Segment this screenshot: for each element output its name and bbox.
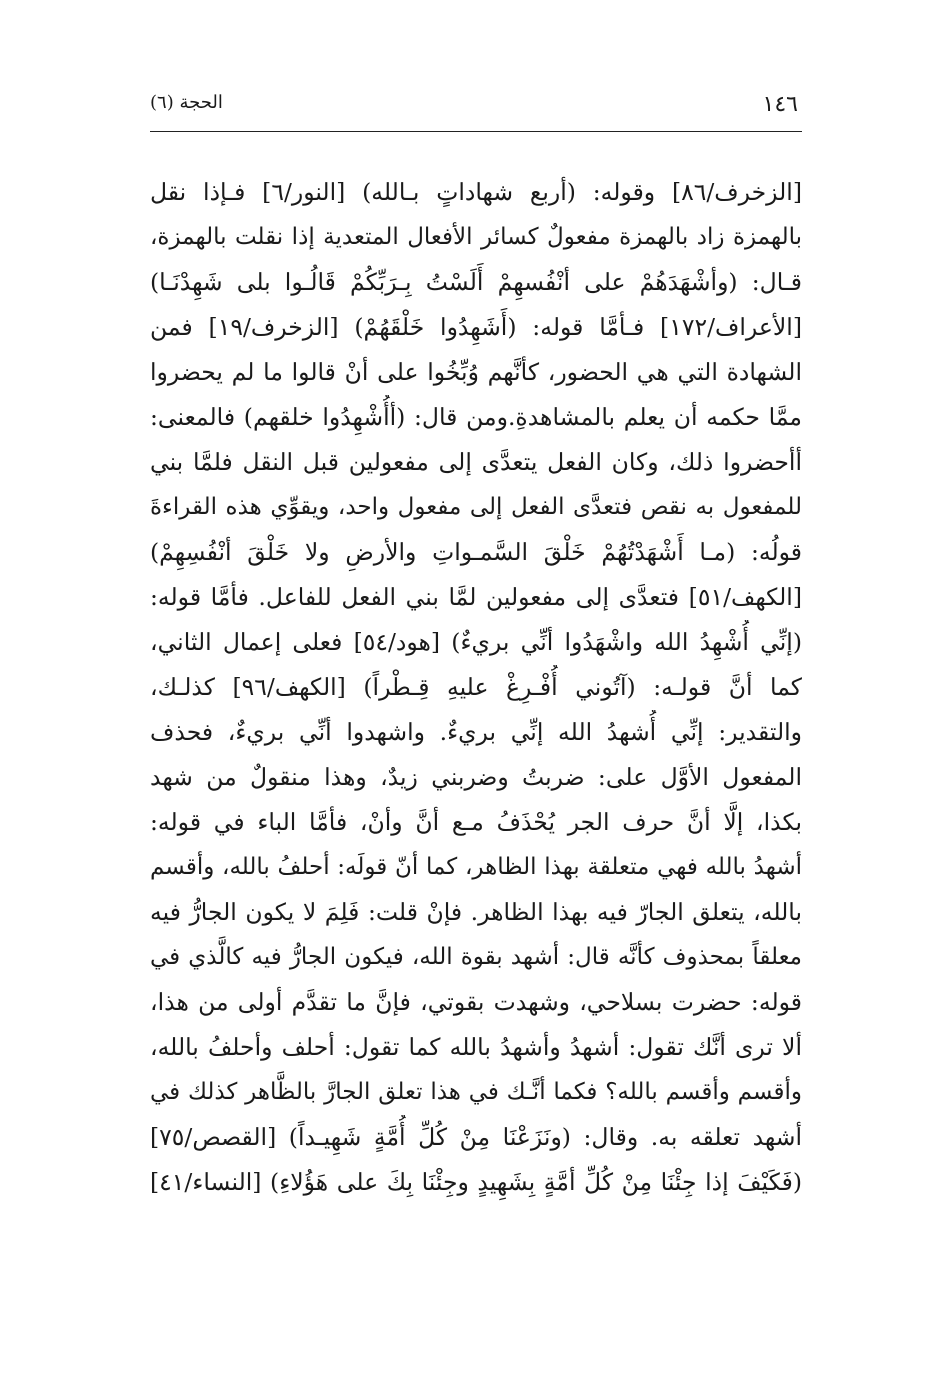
text-line: بالله، يتعلق الجارّ فيه بهذا الظاهر. فإنْ قلت: فَلِمَ لا يكون الجارُّ فيه bbox=[150, 898, 802, 926]
text-line: أشهدُ بالله فهي متعلقة بهذا الظاهر، كما أنّ قولَه: أحلفُ بالله، وأقسم bbox=[150, 854, 802, 880]
text-line: كما أنَّ قولـه: (آتُوني أُفْـرِغْ عليهِ قِـطْراً) [الكهف/٩٦] كذلـك، bbox=[150, 673, 802, 701]
text-line: ألا ترى أنَّك تقول: أشهدُ وأشهدُ بالله كما تقول: أحلف وأحلفُ بالله، bbox=[150, 1033, 802, 1061]
text-line: الشهادة التي هي الحضور، كأنَّهم وُبِّخُوا على أنْ قالوا ما لم يحضروا bbox=[150, 358, 802, 386]
text-line: والتقدير: إنِّي أُشهدُ الله إنِّي بريءٌ. واشهدوا أنِّي بريءٌ، فحذف bbox=[150, 718, 802, 746]
text-line: بالهمزة زاد بالهمزة مفعولٌ كسائر الأفعال المتعدية إذا نقلت بالهمزة، bbox=[150, 224, 802, 250]
text-line: [الكهف/٥١] فتعدَّى إلى مفعولين لمَّا بني الفعل للفاعل. فأمَّا قوله: bbox=[150, 583, 802, 611]
text-line: (فَكَيْفَ إذا جِئْنَا مِنْ كُلِّ أمَّةٍ بِشَهِيدٍ وجِئْنَا بِكَ على هَؤُلاءِ) [النساء/٤١] bbox=[150, 1168, 802, 1196]
text-line: أشهد تعلقه به. وقال: (ونَزَعْنَا مِنْ كُلِّ أُمَّةٍ شَهِيـداً) [القصص/٧٥] bbox=[150, 1123, 802, 1151]
page-header bbox=[150, 88, 798, 120]
text-line: المفعول الأوَّل على: ضربتُ وضربني زيدٌ، وهذا منقولٌ من شهد bbox=[150, 763, 802, 791]
text-line: بكذا، إلَّا أنَّ حرف الجر يُحْذَفُ مـع أنَّ وأنْ، فأمَّا الباء في قوله: bbox=[150, 808, 802, 836]
text-line: [الأعراف/١٧٢] فـأمَّا قوله: (أَشَهِدُوا خَلْقَهُمْ) [الزخرف/١٩] فمن bbox=[150, 313, 802, 341]
text-line: (إنِّي أُشْهِدُ الله واشْهَدُوا أنِّي بريءٌ) [هود/٥٤] فعلى إعمال الثاني، bbox=[150, 628, 802, 656]
body-text bbox=[150, 170, 802, 1205]
text-line: قولُه: (مـا أَشْهَدْتُهُمْ خَلْقَ السَّمـواتِ والأرضِ ولا خَلْقَ أنْفُسِهِمْ) bbox=[150, 538, 802, 566]
running-title: الحجة (٦) bbox=[150, 92, 223, 113]
text-line: معلقاً بمحذوف كأنَّه قال: أشهد بقوة الله، فيكون الجارُّ فيه كالَّذي في bbox=[150, 944, 802, 970]
text-line: ممَّا حكمه أن يعلم بالمشاهدةِ.ومن قال: (أأُشْهِدُوا خلقهم) فالمعنى: bbox=[150, 403, 802, 431]
text-line: قـال: (وأشْهَدَهُمْ على أنْفُسهِمْ أَلَسْتُ بِـرَبِّكُمْ قَالُـوا بلى شَهِدْنَـا) bbox=[150, 268, 802, 296]
page-number: ١٤٦ bbox=[762, 92, 798, 117]
header-rule bbox=[150, 131, 802, 132]
text-line: [الزخرف/٨٦] وقوله: (أربع شهاداتٍ بـالله) [النور/٦] فـإذا نقل bbox=[150, 178, 802, 206]
text-line: وأقسم وأقسم بالله؟ فكما أنَّـك في هذا تعلق الجارَّ بالظَّاهر كذلك في bbox=[150, 1079, 802, 1105]
text-line: أأحضروا ذلك، وكان الفعل يتعدَّى إلى مفعولين قبل النقل فلمَّا بني bbox=[150, 448, 802, 476]
text-line: قوله: حضرت بسلاحي، وشهدت بقوتي، فإنَّ ما تقدَّم أولى من هذا، bbox=[150, 988, 802, 1016]
text-line: للمفعول به نقص فتعدَّى الفعل إلى مفعول واحد، ويقوِّي هذه القراءةَ bbox=[150, 494, 802, 520]
